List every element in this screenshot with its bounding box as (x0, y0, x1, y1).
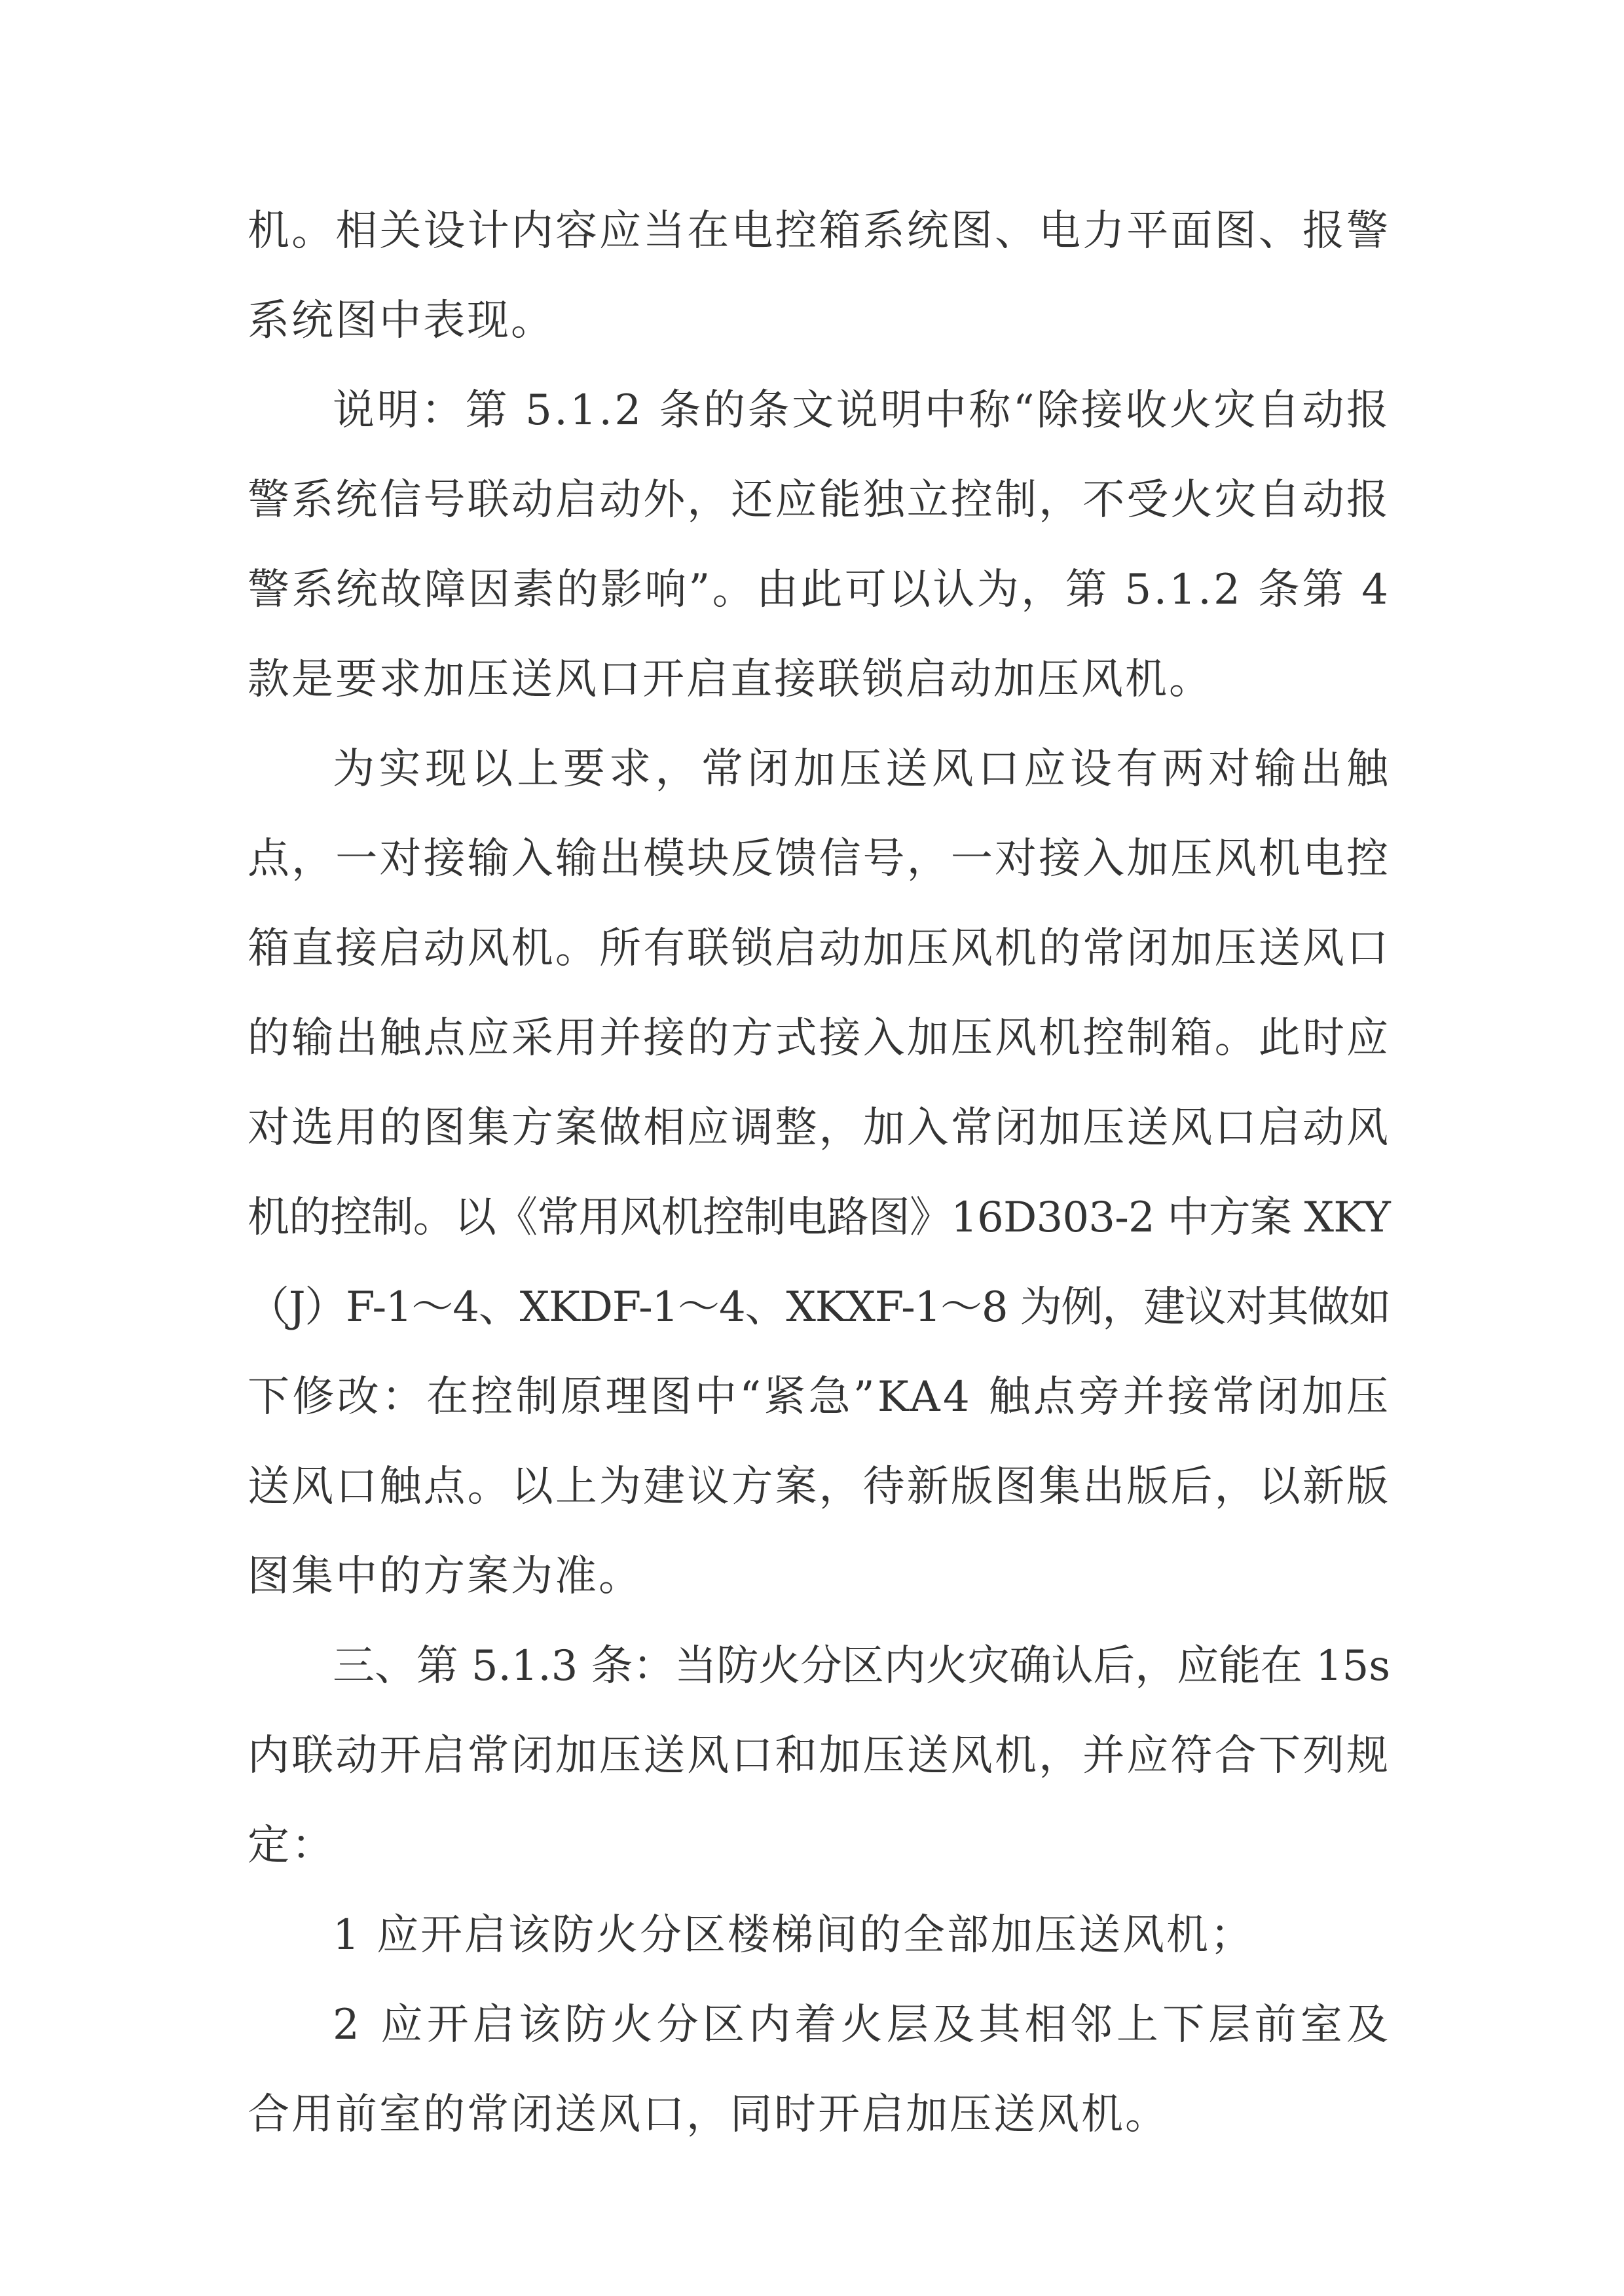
text-line: 2 应开启该防火分区内着火层及其相邻上下层前室及 (333, 2001, 1393, 2049)
text-line: 对选用的图集方案做相应调整，加入常闭加压送风口启动风 (248, 1104, 1391, 1152)
text-line: 警系统信号联动启动外，还应能独立控制，不受火灾自动报 (248, 476, 1391, 524)
paragraph-clause-5-1-3 (248, 1622, 1390, 1891)
text-line: 款是要求加压送风口开启直接联锁启动加压风机。 (248, 655, 1213, 704)
text-line: 下修改：在控制原理图中“紧急”KA4 触点旁并接常闭加压 (248, 1373, 1392, 1421)
document-body (248, 187, 1393, 2160)
paragraph-item-2 (248, 1980, 1393, 2160)
text-line: 警系统故障因素的影响”。由此可以认为，第 5.1.2 条第 4 (248, 566, 1391, 614)
text-line: 三、第 5.1.3 条：当防火分区内火灾确认后，应能在 15s (333, 1642, 1390, 1690)
text-line: 机的控制。以《常用风机控制电路图》16D303-2 中方案 XKY (248, 1194, 1390, 1242)
text-line: 送风口触点。以上为建议方案，待新版图集出版后，以新版 (248, 1463, 1391, 1511)
text-line: 的输出触点应采用并接的方式接入加压风机控制箱。此时应 (248, 1014, 1391, 1063)
text-line: 说明：第 5.1.2 条的条文说明中称“除接收火灾自动报 (333, 386, 1391, 435)
text-line: 合用前室的常闭送风口，同时开启加压送风机。 (248, 2090, 1169, 2139)
paragraph-item-1 (248, 1891, 1390, 1980)
text-line: 定： (248, 1821, 335, 1870)
text-line: （J）F-1～4、XKDF-1～4、XKXF-1～8 为例，建议对其做如 (248, 1283, 1390, 1332)
text-line: 1 应开启该防火分区楼梯间的全部加压送风机； (333, 1911, 1255, 1959)
text-line: 内联动开启常闭加压送风口和加压送风机，并应符合下列规 (248, 1732, 1391, 1780)
text-line: 箱直接启动风机。所有联锁启动加压风机的常闭加压送风口 (248, 924, 1391, 973)
text-line: 点，一对接输入输出模块反馈信号，一对接入加压风机电控 (248, 835, 1391, 883)
paragraph-explanation (248, 366, 1390, 725)
text-line: 系统图中表现。 (248, 297, 555, 345)
text-line: 图集中的方案为准。 (248, 1552, 642, 1601)
text-line: 为实现以上要求，常闭加压送风口应设有两对输出触 (333, 745, 1393, 793)
paragraph-implementation (248, 725, 1393, 1622)
text-line: 机。相关设计内容应当在电控箱系统图、电力平面图、报警 (248, 207, 1391, 255)
paragraph-continuation (248, 187, 1390, 366)
